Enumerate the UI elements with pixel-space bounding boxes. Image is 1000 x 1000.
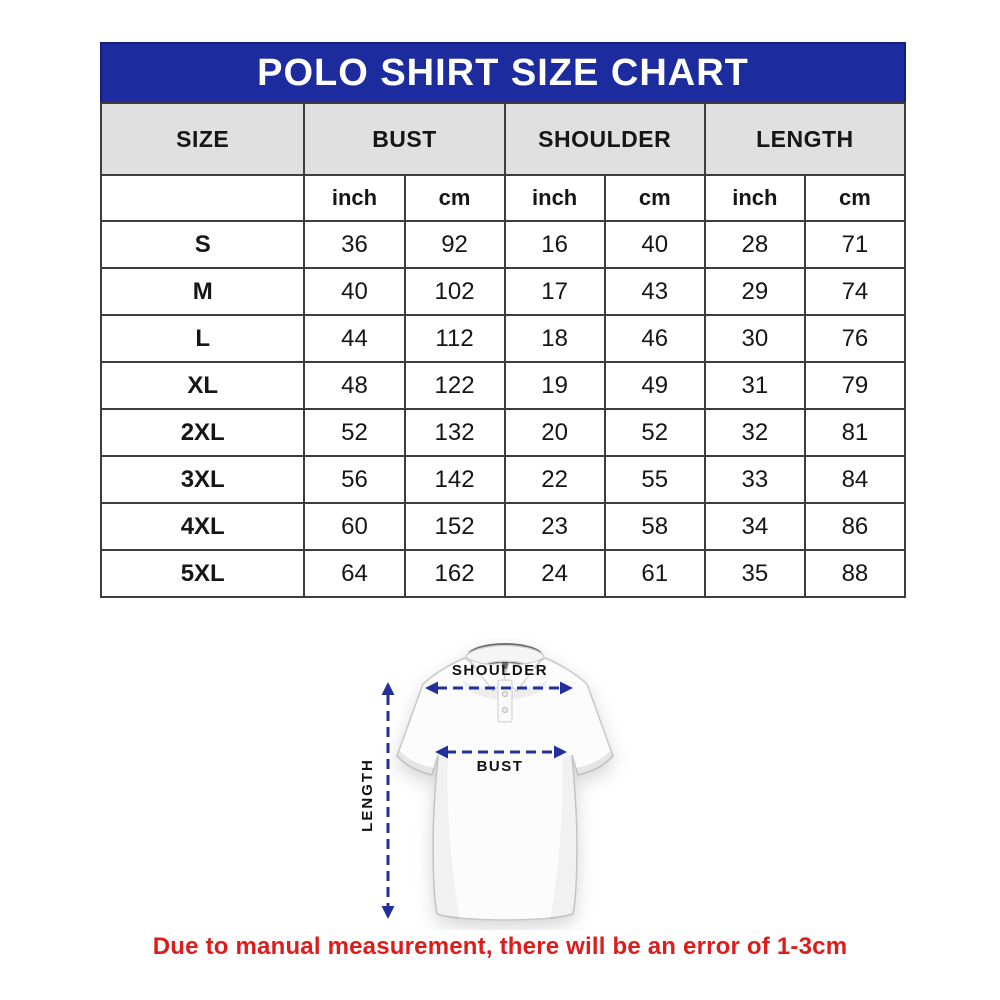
size-cell: L xyxy=(101,315,304,362)
size-cell: M xyxy=(101,268,304,315)
value-cell: 58 xyxy=(605,503,705,550)
value-cell: 55 xyxy=(605,456,705,503)
unit-header: inch xyxy=(505,175,605,221)
length-arrow xyxy=(382,682,395,919)
table-row xyxy=(101,456,905,503)
table-row xyxy=(101,503,905,550)
value-cell: 86 xyxy=(805,503,905,550)
value-cell: 34 xyxy=(705,503,805,550)
value-cell: 64 xyxy=(304,550,404,597)
unit-header: cm xyxy=(805,175,905,221)
table-row xyxy=(101,268,905,315)
size-cell: S xyxy=(101,221,304,268)
shirt-measurement-figure xyxy=(340,638,670,930)
value-cell: 40 xyxy=(304,268,404,315)
value-cell: 79 xyxy=(805,362,905,409)
value-cell: 46 xyxy=(605,315,705,362)
chart-title-banner xyxy=(100,42,906,104)
size-cell: 5XL xyxy=(101,550,304,597)
value-cell: 33 xyxy=(705,456,805,503)
measurement-note: Due to manual measurement, there will be an error of 1-3cm xyxy=(152,933,848,960)
value-cell: 76 xyxy=(805,315,905,362)
value-cell: 30 xyxy=(705,315,805,362)
length-label: LENGTH xyxy=(359,758,376,832)
group-header-row xyxy=(101,103,905,175)
value-cell: 29 xyxy=(705,268,805,315)
blank-cell xyxy=(101,175,304,221)
value-cell: 28 xyxy=(705,221,805,268)
table-row xyxy=(101,409,905,456)
value-cell: 19 xyxy=(505,362,605,409)
value-cell: 112 xyxy=(405,315,505,362)
value-cell: 35 xyxy=(705,550,805,597)
table-row xyxy=(101,315,905,362)
col-header-bust: BUST xyxy=(304,103,504,175)
value-cell: 60 xyxy=(304,503,404,550)
value-cell: 52 xyxy=(605,409,705,456)
value-cell: 71 xyxy=(805,221,905,268)
size-cell: 2XL xyxy=(101,409,304,456)
value-cell: 22 xyxy=(505,456,605,503)
value-cell: 23 xyxy=(505,503,605,550)
button xyxy=(502,707,507,712)
value-cell: 20 xyxy=(505,409,605,456)
value-cell: 122 xyxy=(405,362,505,409)
value-cell: 52 xyxy=(304,409,404,456)
unit-header: inch xyxy=(304,175,404,221)
value-cell: 48 xyxy=(304,362,404,409)
table-row xyxy=(101,550,905,597)
value-cell: 17 xyxy=(505,268,605,315)
unit-header: cm xyxy=(605,175,705,221)
col-header-length: LENGTH xyxy=(705,103,905,175)
value-cell: 61 xyxy=(605,550,705,597)
size-table xyxy=(100,102,906,598)
value-cell: 81 xyxy=(805,409,905,456)
value-cell: 16 xyxy=(505,221,605,268)
value-cell: 142 xyxy=(405,456,505,503)
size-cell: 3XL xyxy=(101,456,304,503)
unit-header-row xyxy=(101,175,905,221)
polo-shirt-graphic xyxy=(340,638,670,930)
value-cell: 24 xyxy=(505,550,605,597)
table-row xyxy=(101,221,905,268)
size-cell: 4XL xyxy=(101,503,304,550)
value-cell: 31 xyxy=(705,362,805,409)
button xyxy=(502,691,507,696)
col-header-shoulder: SHOULDER xyxy=(505,103,705,175)
value-cell: 56 xyxy=(304,456,404,503)
value-cell: 49 xyxy=(605,362,705,409)
value-cell: 74 xyxy=(805,268,905,315)
value-cell: 92 xyxy=(405,221,505,268)
value-cell: 102 xyxy=(405,268,505,315)
placket xyxy=(498,680,512,722)
unit-header: inch xyxy=(705,175,805,221)
shoulder-label: SHOULDER xyxy=(451,662,549,679)
value-cell: 32 xyxy=(705,409,805,456)
table-row xyxy=(101,362,905,409)
value-cell: 36 xyxy=(304,221,404,268)
value-cell: 18 xyxy=(505,315,605,362)
value-cell: 162 xyxy=(405,550,505,597)
bust-label: BUST xyxy=(476,758,524,775)
page-title: POLO SHIRT SIZE CHART xyxy=(257,51,749,94)
value-cell: 132 xyxy=(405,409,505,456)
value-cell: 152 xyxy=(405,503,505,550)
value-cell: 43 xyxy=(605,268,705,315)
size-cell: XL xyxy=(101,362,304,409)
col-header-size: SIZE xyxy=(101,103,304,175)
value-cell: 44 xyxy=(304,315,404,362)
value-cell: 84 xyxy=(805,456,905,503)
unit-header: cm xyxy=(405,175,505,221)
value-cell: 88 xyxy=(805,550,905,597)
value-cell: 40 xyxy=(605,221,705,268)
